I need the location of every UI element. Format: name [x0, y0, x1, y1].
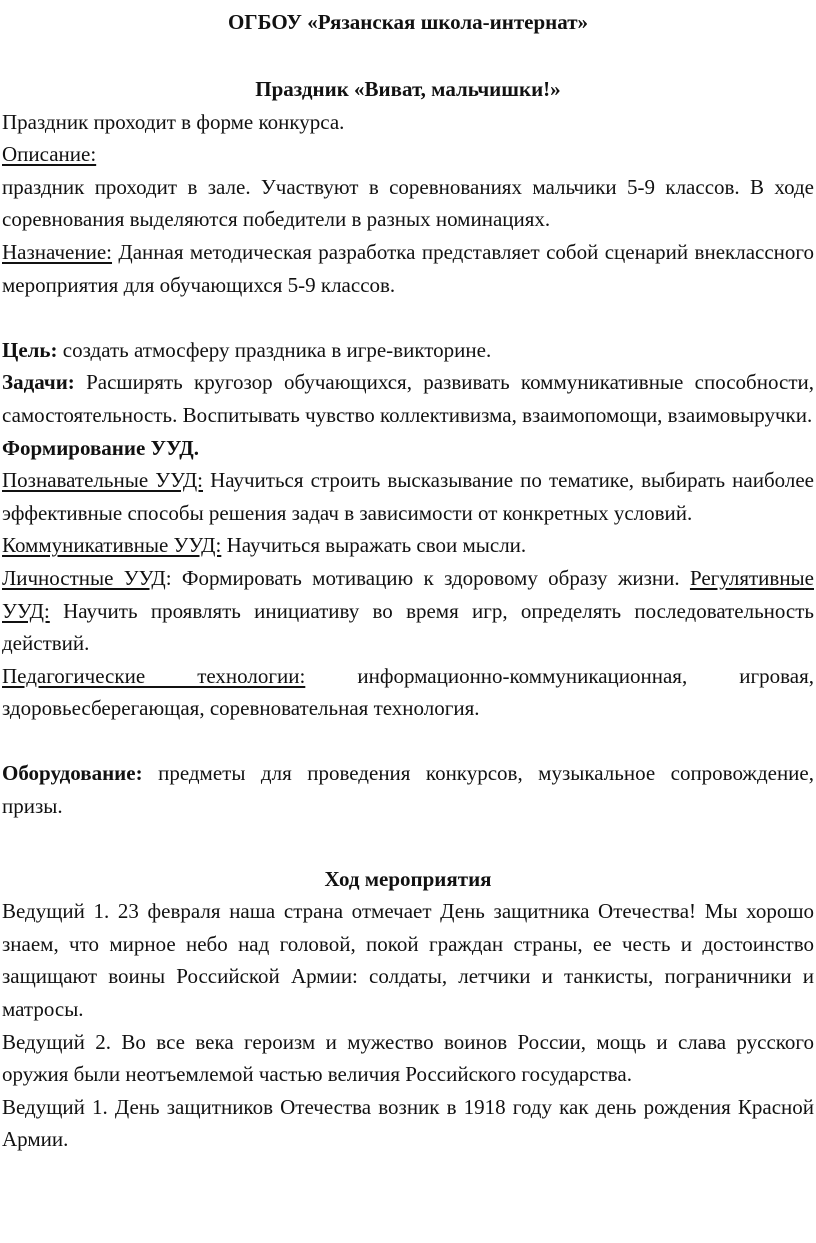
purpose-paragraph: [2, 236, 814, 301]
equipment-paragraph: [2, 757, 814, 822]
purpose-text: Данная методическая разработка представляет собой сценарий внеклассного мероприятия для обучающихся 5-9 классов.: [2, 239, 814, 297]
equipment-text: предметы для проведения конкурсов, музыкальное сопровождение, призы.: [2, 761, 814, 819]
tasks-label: Задачи:: [2, 370, 75, 395]
personal-text: : Формировать мотивацию к здоровому образу жизни.: [165, 565, 690, 590]
communicative-label: Коммуникативные УУД:: [2, 533, 222, 558]
cognitive-paragraph: [2, 464, 814, 529]
tasks-text: Расширять кругозор обучающихся, развивать коммуникативные способности, самостоятельность. Воспитывать чувство коллективизма, взаимопомощи, взаимовыручки.: [2, 370, 814, 427]
description-label-line: [2, 138, 814, 171]
pedagogical-label: Педагогические технологии:: [2, 663, 306, 688]
goal-text: создать атмосферу праздника в игре-викторине.: [57, 337, 492, 362]
tasks-paragraph: [2, 366, 814, 431]
description-paragraph: праздник проходит в зале. Участвуют в соревнованиях мальчики 5-9 классов. В ходе соревнования выделяются победители в разных номинациях.: [2, 174, 814, 232]
goal-label: Цель:: [2, 337, 58, 362]
procedure-paragraph-1: Ведущий 1. 23 февраля наша страна отмечает День защитника Отечества! Мы хорошо знаем, что мирное небо над головой, покой граждан страны, ее честь и достоинство защищают воины Российской Армии: солдаты, летчики и танкисты, пограничники и матросы.: [2, 899, 814, 1022]
form-paragraph: Праздник проходит в форме конкурса.: [2, 109, 345, 134]
pedagogical-paragraph: [2, 660, 814, 725]
regulatory-text: Научить проявлять инициативу во время игр, определять последовательность действий.: [2, 598, 814, 656]
communicative-paragraph: [2, 529, 814, 562]
equipment-label: Оборудование:: [2, 761, 143, 786]
personal-regulatory-paragraph: [2, 562, 814, 660]
spacer: [2, 301, 814, 334]
goal-paragraph: [2, 334, 814, 367]
description-label: Описание:: [2, 142, 97, 167]
procedure-paragraph-3: Ведущий 1. День защитников Отечества возник в 1918 году как день рождения Красной Армии.: [2, 1094, 814, 1152]
communicative-text: Научиться выражать свои мысли.: [221, 533, 527, 558]
spacer: [2, 725, 814, 758]
pedagogical-text: информационно-коммуникационная, игровая, здоровьесберегающая, соревновательная технология.: [2, 663, 814, 721]
cognitive-label: Познавательные УУД:: [2, 468, 203, 493]
event-title: Праздник «Виват, мальчишки!»: [255, 77, 561, 101]
procedure-paragraph-2: Ведущий 2. Во все века героизм и мужество воинов России, мощь и слава русского оружия были неотъемлемой частью величия Российского государства.: [2, 1029, 814, 1087]
uud-heading: Формирование УУД.: [2, 435, 199, 460]
cognitive-text: Научиться строить высказывание по тематике, выбирать наиболее эффективные способы решения задач в зависимости от конкретных условий.: [2, 468, 814, 525]
regulatory-label: Регулятивные УУД:: [2, 565, 814, 623]
personal-label: Личностные УУД: [2, 565, 166, 590]
spacer: [2, 38, 814, 73]
procedure-heading: Ход мероприятия: [324, 866, 492, 891]
spacer: [2, 823, 814, 863]
school-title: ОГБОУ «Рязанская школа-интернат»: [227, 10, 589, 34]
purpose-label: Назначение:: [2, 239, 113, 264]
